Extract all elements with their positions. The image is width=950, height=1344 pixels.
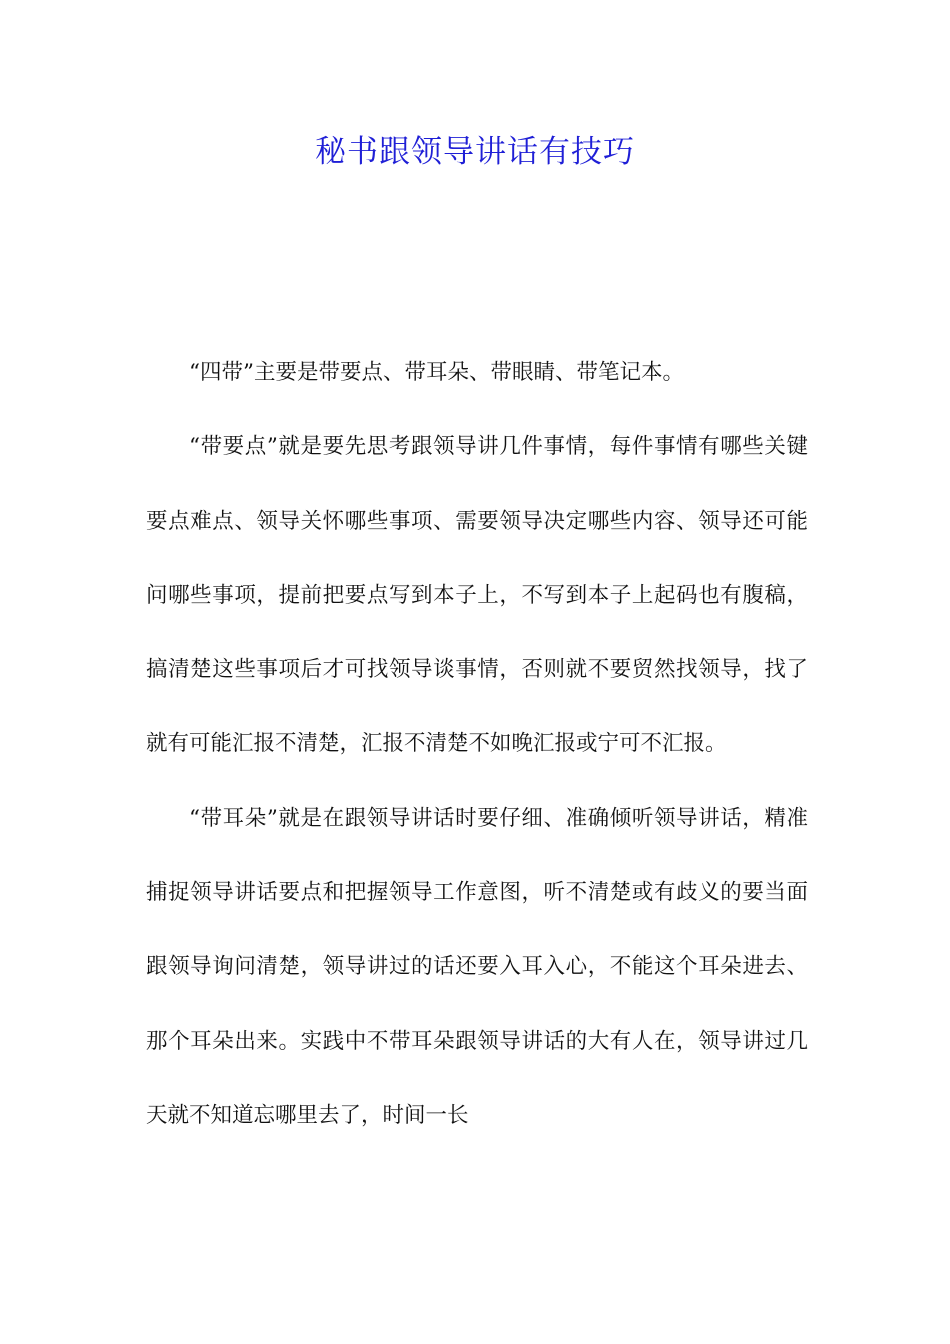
document-title: 秘书跟领导讲话有技巧 <box>315 134 635 170</box>
document-body <box>146 336 808 1153</box>
paragraph-four-carries: “四带”主要是带要点、带耳朵、带眼睛、带笔记本。 <box>189 360 684 385</box>
paragraph-carry-key-points: “带要点”就是要先思考跟领导讲几件事情，每件事情有哪些关键要点难点、领导关怀哪些事项、需要领导决定哪些内容、领导还可能问哪些事项，提前把要点写到本子上，不写到本子上起码也有腹稿，搞清楚这些事项后才可找领导谈事情，否则就不要贸然找领导，找了就有可能汇报不清楚，汇报不清楚不如晚汇报或宁可不汇报。 <box>146 434 808 757</box>
paragraph-carry-ears: “带耳朵”就是在跟领导讲话时要仔细、准确倾听领导讲话，精准捕捉领导讲话要点和把握领导工作意图，听不清楚或有歧义的要当面跟领导询问清楚，领导讲过的话还要入耳入心，不能这个耳朵进去、那个耳朵出来。实践中不带耳朵跟领导讲话的大有人在，领导讲过几天就不知道忘哪里去了，时间一长 <box>146 805 808 1128</box>
